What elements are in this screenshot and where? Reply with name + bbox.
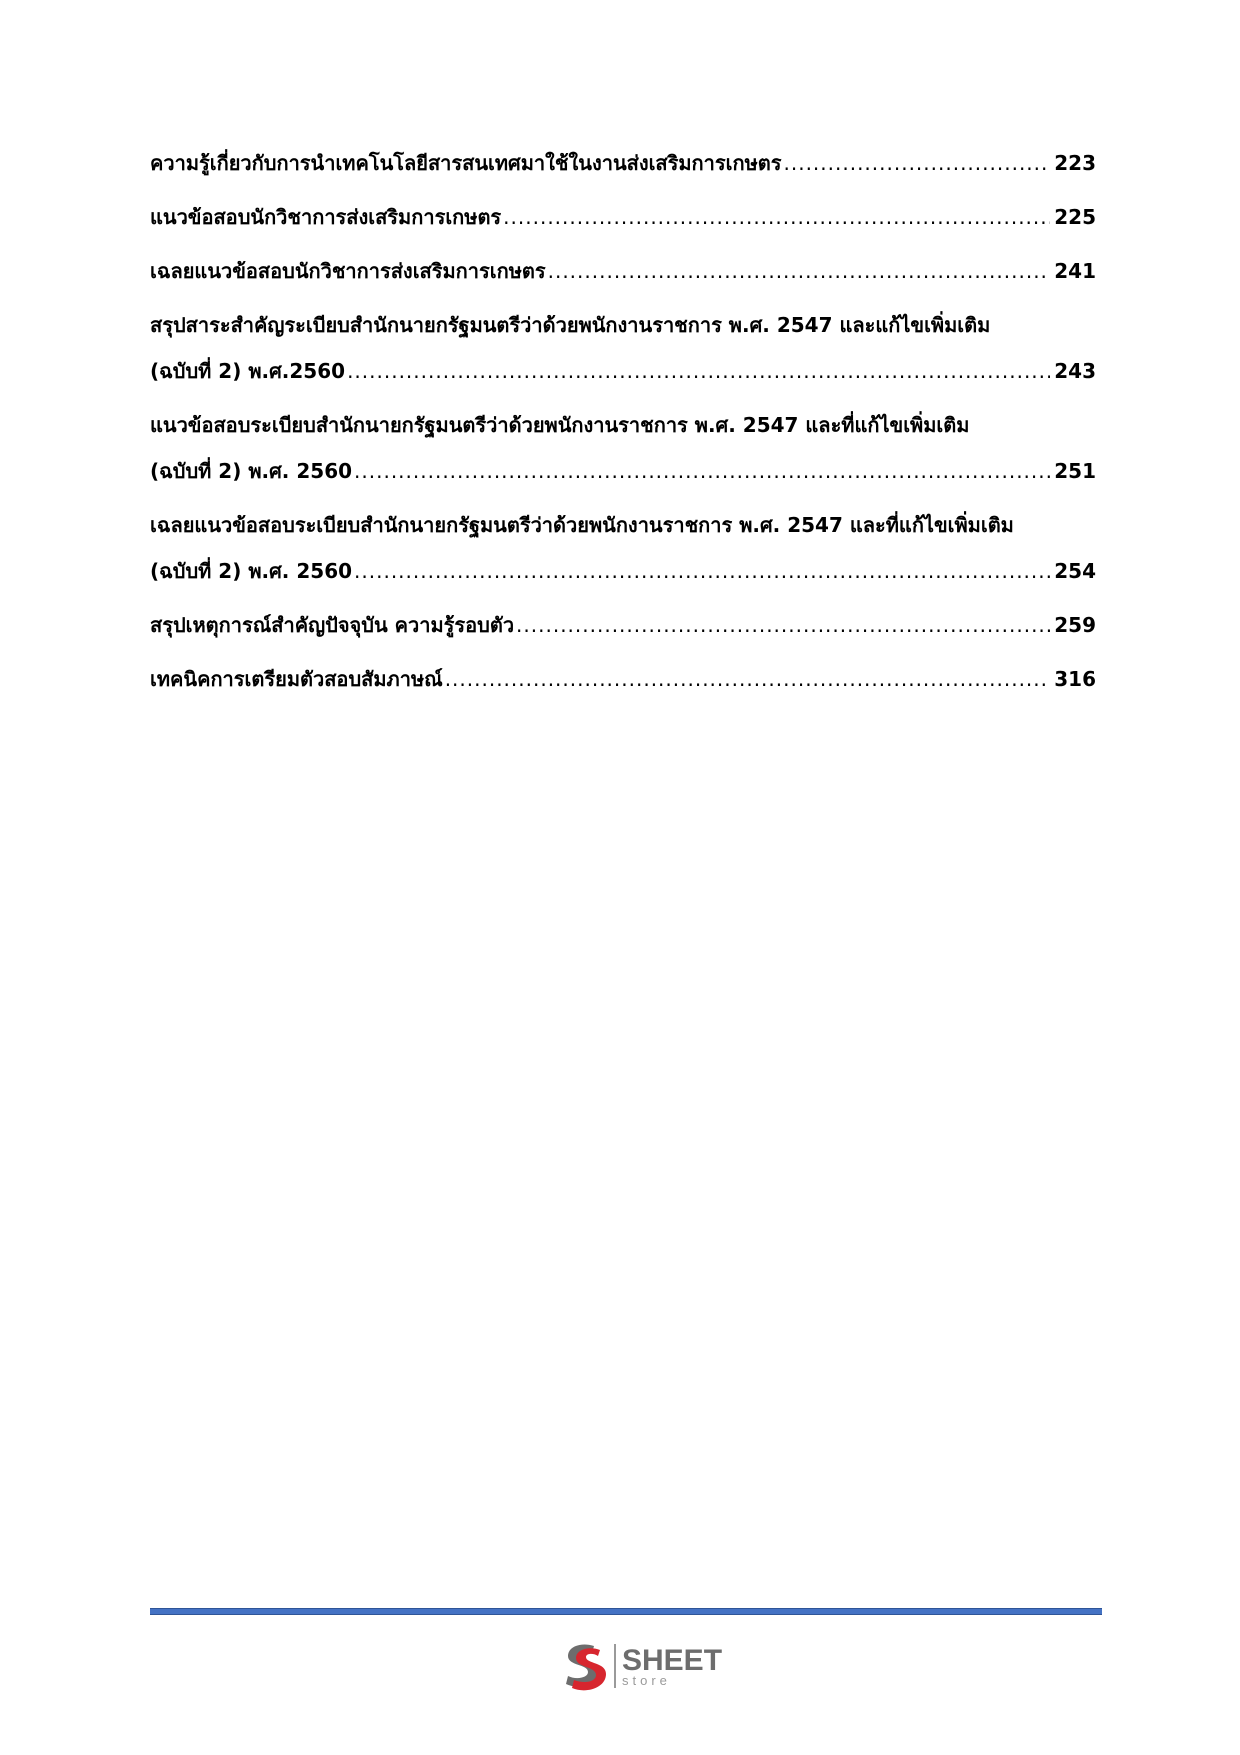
table-of-contents xyxy=(150,148,1096,695)
sheet-store-logo xyxy=(560,1640,722,1692)
toc-entry[interactable] xyxy=(150,664,1096,695)
toc-line xyxy=(150,410,1096,441)
logo-subtitle: store xyxy=(622,1672,671,1688)
toc-line xyxy=(150,356,1096,387)
toc-entry-title: แนวข้อสอบระเบียบสำนักนายกรัฐมนตรีว่าด้วยพนักงานราชการ พ.ศ. 2547 และที่แก้ไขเพิ่มเติม xyxy=(150,413,970,437)
toc-page-number: 223 xyxy=(1054,151,1096,175)
dot-leader xyxy=(445,664,1051,695)
sheet-store-s-icon xyxy=(560,1640,608,1692)
dot-leader xyxy=(354,456,1050,487)
toc-line xyxy=(150,456,1096,487)
toc-entry-title: สรุปเหตุการณ์สำคัญปัจจุบัน ความรู้รอบตัว xyxy=(150,613,515,637)
dot-leader xyxy=(347,356,1050,387)
toc-entry[interactable] xyxy=(150,310,1096,387)
toc-entry[interactable] xyxy=(150,410,1096,487)
toc-page-number: 243 xyxy=(1054,359,1096,383)
toc-line xyxy=(150,310,1096,341)
toc-entry[interactable] xyxy=(150,510,1096,587)
toc-line xyxy=(150,610,1096,641)
toc-entry[interactable] xyxy=(150,610,1096,641)
toc-entry-title-continued: (ฉบับที่ 2) พ.ศ.2560 xyxy=(150,359,346,383)
footer-divider xyxy=(150,1608,1102,1615)
toc-entry-title: ความรู้เกี่ยวกับการนำเทคโนโลยีสารสนเทศมาใช้ในงานส่งเสริมการเกษตร xyxy=(150,151,782,175)
dot-leader xyxy=(354,556,1050,587)
toc-page-number: 254 xyxy=(1054,559,1096,583)
toc-page-number: 316 xyxy=(1054,667,1096,691)
toc-entry-title: เทคนิคการเตรียมตัวสอบสัมภาษณ์ xyxy=(150,667,443,691)
dot-leader xyxy=(784,148,1051,179)
logo-text xyxy=(622,1643,723,1688)
toc-line xyxy=(150,256,1096,287)
toc-entry-title: เฉลยแนวข้อสอบนักวิชาการส่งเสริมการเกษตร xyxy=(150,259,546,283)
dot-leader xyxy=(503,202,1050,233)
dot-leader xyxy=(548,256,1051,287)
toc-entry[interactable] xyxy=(150,202,1096,233)
toc-entry-title-continued: (ฉบับที่ 2) พ.ศ. 2560 xyxy=(150,559,353,583)
logo-wordmark: SHEET xyxy=(622,1643,723,1677)
toc-page-number: 259 xyxy=(1054,613,1096,637)
toc-entry[interactable] xyxy=(150,148,1096,179)
toc-entry-title: แนวข้อสอบนักวิชาการส่งเสริมการเกษตร xyxy=(150,205,502,229)
toc-entry-title-continued: (ฉบับที่ 2) พ.ศ. 2560 xyxy=(150,459,353,483)
toc-entry-title: เฉลยแนวข้อสอบระเบียบสำนักนายกรัฐมนตรีว่าด้วยพนักงานราชการ พ.ศ. 2547 และที่แก้ไขเพิ่มเติม xyxy=(150,513,1014,537)
toc-line xyxy=(150,202,1096,233)
toc-page-number: 251 xyxy=(1054,459,1096,483)
toc-line xyxy=(150,148,1096,179)
dot-leader xyxy=(516,610,1050,641)
toc-line xyxy=(150,510,1096,541)
logo-divider xyxy=(614,1644,616,1688)
toc-entry-title: สรุปสาระสำคัญระเบียบสำนักนายกรัฐมนตรีว่าด้วยพนักงานราชการ พ.ศ. 2547 และแก้ไขเพิ่มเติม xyxy=(150,313,991,337)
toc-line xyxy=(150,556,1096,587)
toc-line xyxy=(150,664,1096,695)
toc-page-number: 225 xyxy=(1054,205,1096,229)
toc-entry[interactable] xyxy=(150,256,1096,287)
toc-page-number: 241 xyxy=(1054,259,1096,283)
